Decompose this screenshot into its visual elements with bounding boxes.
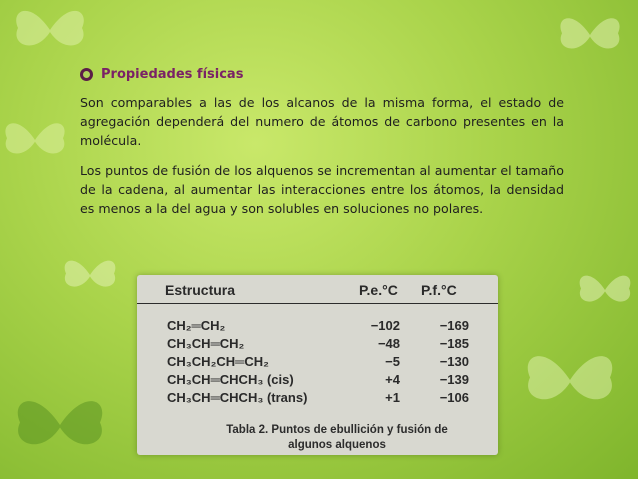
cell-melting-point: −169 — [439, 318, 469, 333]
butterfly-decoration-icon — [575, 260, 635, 320]
cell-structure: CH₃CH═CHCH₃ (trans) — [167, 390, 308, 405]
cell-structure: CH₂═CH₂ — [167, 318, 226, 333]
cell-melting-point: −130 — [439, 354, 469, 369]
table-caption: Tabla 2. Puntos de ebullición y fusión de algunos alquenos — [226, 424, 448, 451]
section-heading — [80, 64, 243, 84]
paragraph-2: Los puntos de fusión de los alquenos se incrementan al aumentar el tamaño de la cadena, al aumentar las interacciones entre los átomos, la densidad es menos a la del agua y son solubles en soluciones no polares. — [80, 163, 564, 216]
cell-structure: CH₃CH═CH₂ — [167, 336, 245, 351]
butterfly-decoration-icon — [10, 380, 110, 470]
table-row — [137, 354, 498, 372]
header-melting-point: P.f.°C — [421, 282, 457, 298]
cell-boiling-point: −5 — [385, 354, 400, 369]
table-row — [137, 372, 498, 390]
heading-text: Propiedades físicas — [101, 66, 244, 82]
cell-structure: CH₃CH═CHCH₃ (cis) — [167, 372, 294, 387]
butterfly-decoration-icon — [555, 5, 625, 65]
table-row — [137, 336, 498, 354]
boiling-melting-table — [137, 275, 498, 455]
header-boiling-point: P.e.°C — [359, 282, 398, 298]
butterfly-decoration-icon — [60, 250, 120, 300]
butterfly-decoration-icon — [0, 100, 70, 180]
bullet-icon — [80, 68, 93, 81]
table-row — [137, 390, 498, 408]
cell-melting-point: −139 — [439, 372, 469, 387]
cell-boiling-point: +1 — [385, 390, 400, 405]
paragraph-1: Son comparables a las de los alcanos de la misma forma, el estado de agregación dependerá del numero de átomos de carbono presentes en la molécula. — [80, 95, 564, 148]
butterfly-decoration-icon — [10, 0, 90, 60]
cell-melting-point: −185 — [439, 336, 469, 351]
butterfly-decoration-icon — [520, 340, 620, 420]
header-structure: Estructura — [165, 282, 236, 298]
cell-structure: CH₃CH₂CH═CH₂ — [167, 354, 269, 369]
cell-melting-point: −106 — [439, 390, 469, 405]
table-header-row — [137, 275, 498, 304]
cell-boiling-point: −102 — [370, 318, 400, 333]
table-row — [137, 318, 498, 336]
cell-boiling-point: +4 — [385, 372, 400, 387]
cell-boiling-point: −48 — [377, 336, 400, 351]
